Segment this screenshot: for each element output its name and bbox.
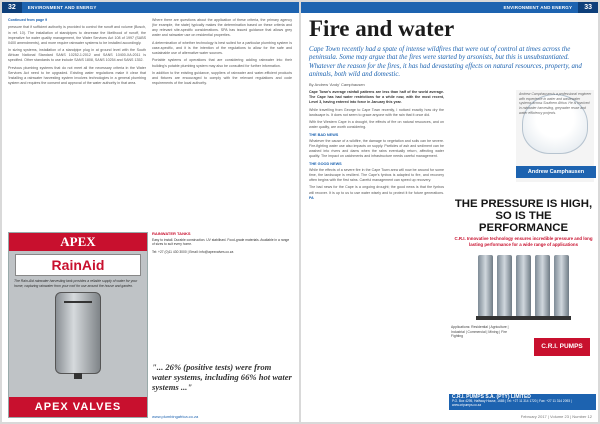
right-section-label: ENVIRONMENT AND ENERGY [503, 5, 573, 10]
article-standfirst: Cape Town recently had a spate of intense wildfires that were out of control at times across the peninsula. Some may argue that the fires were started by arsonists, but this is unsubstantiated. Whatever the reason for the fires, it has had devastating effects on natural resources, property, and animals, both wild and domestic. [309, 46, 582, 79]
author-bio: Andrew Camphausen is a professional engineer with experience in water and wastewater systems across Southern Africa. He is involved in rainwater harvesting, greywater reuse and water efficiency projects. [519, 92, 592, 115]
article-para: The bad news for the Cape is a ongoing drought; the good news is that the fynbos will recover. It is up to us to use water wisely and to protect it for future generations. PA [309, 185, 444, 200]
pump-image [535, 255, 550, 317]
website-footer[interactable]: www.plumbingafrica.co.za [152, 414, 199, 419]
left-col-1 [8, 18, 146, 89]
right-page [301, 2, 598, 422]
left-col2-para: In addition to the existing guidance, suppliers of rainwater and water-efficient products and fixtures are encouraged to comply with the relevant regulations and code requirements of the local authority. [152, 71, 292, 86]
photo-caption: Andrew Camphausen [516, 166, 596, 178]
end-mark: PA [309, 195, 314, 200]
left-header-bar [2, 2, 299, 13]
article-intro: Cape Town's average rainfall patterns are less than half of the world average. The Cape has had water restrictions for a while now, with the most recent, Level 3, having entered into force in January this year. [309, 90, 444, 105]
pump-images [451, 255, 596, 317]
cri-pumps-logo: C.R.I. PUMPS [534, 338, 590, 356]
pump-image [497, 255, 512, 317]
right-header-bar [301, 2, 598, 13]
issue-footer: February 2017 | Volume 23 | Number 12 [520, 414, 592, 419]
apex-contact: Tel: +27 (0)11 430 3000 | Email: info@apexvalves.co.za [152, 249, 234, 254]
left-col2-para: Where there are questions about the application of these criteria, the primary agency (for example, the state) typically makes the determination based on these criteria and any relevant site-specific considerations. SPA has issued guidance that allows grey water and rainwater use on residential properties. [152, 18, 292, 38]
left-col-2 [152, 18, 292, 89]
left-page [2, 2, 299, 422]
pump-image [554, 255, 569, 317]
article-para: While travelling from George to Cape Town recently, I noticed exactly how dry the landscape is. It does not seem to grace anyone with the rain that it once did. [309, 107, 444, 117]
rainaid-tagline: The Rain-Aid rainwater harvesting tank provides a reliable supply of water for your home, capturing rainwater from your roof for use around the house and garden. [14, 279, 138, 288]
cri-contact-bar: C.R.I. PUMPS S.A. (PTY) LIMITED P.O. Box 4295, Halfway House, 1685 | Tel: +27 11 314 1720 | Fax: +27 11 314 2093 | www.cripumps.co.za [449, 394, 596, 410]
features-title: RAINWATER TANKS [152, 231, 191, 236]
left-col1-para: pressure that if sufficient authority is provided to control the runoff and volume (Bosch, in ref. 10). The installation of standpipes to decrease the likelihood of runoff, the imperative for water quality management, the Water Services Act 108 of 1997 (SABS 0400 amendments), and more require rainwater systems to be installed accordingly. [8, 25, 146, 45]
article-para: While the effects of a severe fire in the Cape Town area will now be around for some time, the landscape is resilient. The Cape's fynbos is adapted to fire, and recovery often begins with the first rains. Careful management can speed up recovery. [309, 167, 444, 182]
article-para: With the Western Cape in a drought, the effects of fire on natural resources, and on water quality, are worth considering. [309, 120, 444, 130]
pump-applications: Applications: Residential | Agriculture | Industrial | Commercial | Mining | Fire Fighting [451, 325, 509, 339]
features-text: Easy to install. Durable construction. UV stabilised. Food-grade materials. Available in a range of sizes to suit every home. [152, 237, 290, 247]
pump-ad-subtitle: C.R.I. Innovative technology ensures incredible pressure and long lasting performance for a wide range of applications [454, 236, 593, 247]
pull-quote: "... 26% (positive tests) were from water systems, including 66% hot water systems ..." [152, 362, 292, 392]
rainaid-logo: RainAid [15, 254, 141, 276]
continued-label: Continued from page 9 [8, 18, 48, 22]
left-col1-para: Previous plumbing systems that do not meet all the necessary criteria in the Water Services Act need to be upgraded. Existing water regulations make it clear that 'installing a rainwater harvesting system involves technologies in a general plumbing system and requires the consent and approval of the water authority in that area. [8, 65, 146, 86]
article-byline: By Andrew 'Andy' Camphausen [309, 82, 365, 87]
subheading-bad-news: THE BAD NEWS [309, 132, 339, 137]
article-title: Fire and water [309, 16, 455, 41]
apex-valves-logo: APEX VALVES [9, 397, 147, 417]
pump-ad-title: THE PRESSURE IS HIGH, SO IS THE PERFORMANCE [454, 198, 593, 234]
left-section-label: ENVIRONMENT AND ENERGY [27, 5, 97, 10]
apex-ad-header: APEX [9, 233, 147, 251]
right-article-columns [309, 90, 444, 203]
left-page-number: 32 [2, 2, 22, 13]
left-article-columns [8, 18, 292, 89]
left-col1-para: In sizing systems, installation of a standpipe plug in at ground level with the South African National Standard SANS 10252-1:2012 and SANS 10400-XA:2011 is specified. Other standards to use include SANS 1808, SANS 10254 and SANS 1352. [8, 48, 146, 63]
article-para: Whatever the cause of a wildfire, the damage to vegetation and soils can be severe. Fire-fighting water use also impacts on supply. Particles of ash and sediment can be washed into rivers and dams when the rains eventually return, affecting water quality. The impact on catchments and infrastructure needs careful management. [309, 138, 444, 159]
cri-pumps-advert[interactable] [451, 198, 596, 418]
subheading-good-news: THE GOOD NEWS [309, 161, 342, 166]
water-tank-image [55, 292, 101, 374]
left-col2-para: A determination of whether technology is best suited for a particular plumbing system is case-specific, and it is the intention of the regulations to allow for the safe and sustainable use of alternative water sources. [152, 40, 292, 55]
left-col2-para: Portable systems of operations that are considering adding rainwater into their building's potable plumbing system may also be consulted for further information. [152, 58, 292, 68]
pump-image [478, 255, 493, 317]
pump-image [516, 255, 531, 317]
apex-rainaid-advert[interactable] [8, 232, 148, 418]
right-col-1 [309, 90, 444, 203]
right-page-number: 33 [578, 2, 598, 13]
